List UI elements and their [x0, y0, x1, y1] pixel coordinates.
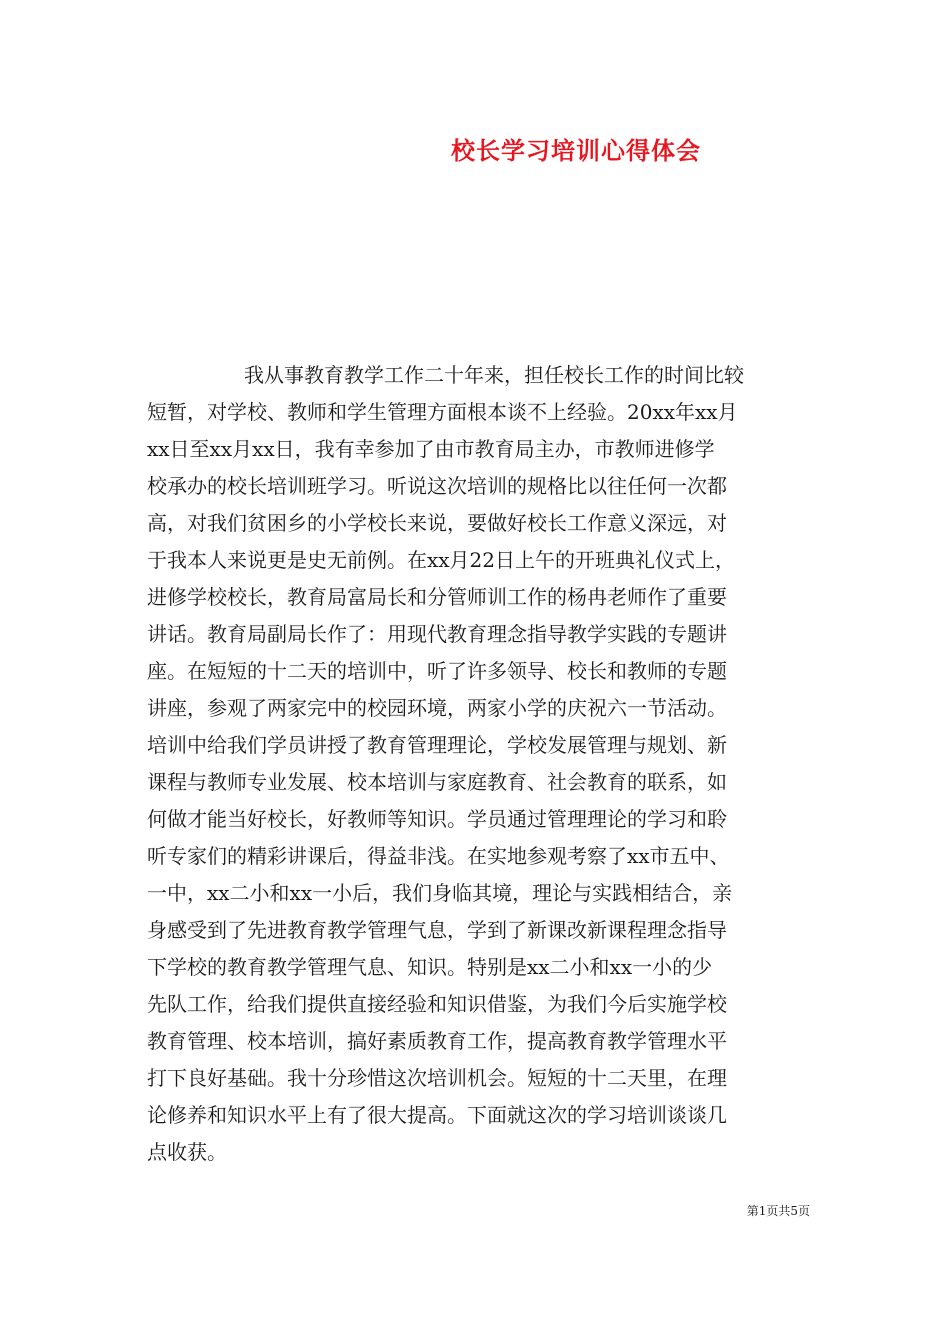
paragraph-line: 座。在短短的十二天的培训中，听了许多领导、校长和教师的专题: [147, 659, 727, 683]
paragraph-line: 下学校的教育教学管理气息、知识。特别是xx二小和xx一小的少: [147, 955, 713, 979]
page-number-footer: 第1页共5页: [746, 1204, 810, 1218]
paragraph-line: 一中，xx二小和xx一小后，我们身临其境，理论与实践相结合，亲: [147, 881, 733, 905]
body-paragraph: [147, 357, 827, 1171]
paragraph-line: 讲话。教育局副局长作了：用现代教育理念指导教学实践的专题讲: [147, 622, 727, 646]
paragraph-line: 校承办的校长培训班学习。听说这次培训的规格比以往任何一次都: [147, 474, 727, 498]
paragraph-line: 论修养和知识水平上有了很大提高。下面就这次的学习培训谈谈几: [147, 1103, 727, 1127]
paragraph-line: 于我本人来说更是史无前例。在xx月22日上午的开班典礼仪式上，: [147, 548, 736, 572]
paragraph-line: 课程与教师专业发展、校本培训与家庭教育、社会教育的联系，如: [147, 770, 727, 794]
paragraph-line: xx日至xx月xx日，我有幸参加了由市教育局主办，市教师进修学: [147, 437, 715, 461]
paragraph-line: 培训中给我们学员讲授了教育管理理论，学校发展管理与规划、新: [147, 733, 727, 757]
paragraph-line: 我从事教育教学工作二十年来，担任校长工作的时间比较: [244, 363, 744, 387]
paragraph-line: 身感受到了先进教育教学管理气息，学到了新课改新课程理念指导: [147, 918, 727, 942]
paragraph-line: 先队工作，给我们提供直接经验和知识借鉴，为我们今后实施学校: [147, 992, 727, 1016]
paragraph-line: 打下良好基础。我十分珍惜这次培训机会。短短的十二天里，在理: [147, 1066, 727, 1090]
paragraph-line: 点收获。: [147, 1140, 227, 1164]
paragraph-line: 何做才能当好校长，好教师等知识。学员通过管理理论的学习和聆: [147, 807, 727, 831]
paragraph-line: 讲座，参观了两家完中的校园环境，两家小学的庆祝六一节活动。: [147, 696, 727, 720]
document-title: 校长学习培训心得体会: [451, 136, 701, 165]
paragraph-line: 听专家们的精彩讲课后，得益非浅。在实地参观考察了xx市五中、: [147, 844, 730, 868]
paragraph-line: 教育管理、校本培训，搞好素质教育工作，提高教育教学管理水平: [147, 1029, 727, 1053]
paragraph-line: 短暂，对学校、教师和学生管理方面根本谈不上经验。20xx年xx月: [147, 400, 738, 424]
paragraph-line: 高，对我们贫困乡的小学校长来说，要做好校长工作意义深远，对: [147, 511, 727, 535]
paragraph-line: 进修学校校长，教育局富局长和分管师训工作的杨冉老师作了重要: [147, 585, 727, 609]
